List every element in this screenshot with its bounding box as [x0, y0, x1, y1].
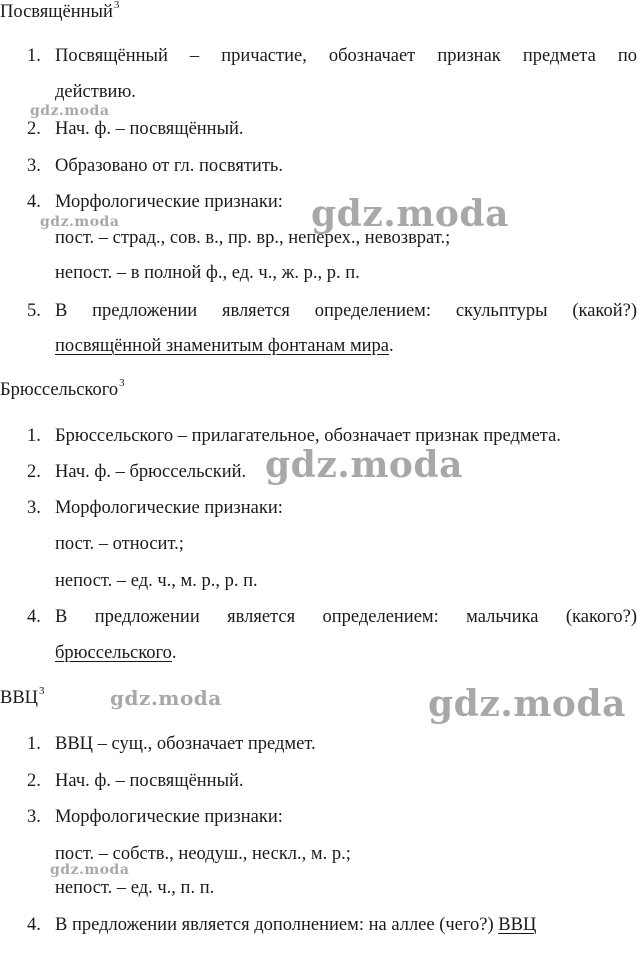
watermark: gdz.moda — [311, 193, 509, 235]
section-title: ВВЦ$^3$ — [0, 685, 45, 708]
item-number: 3. — [27, 156, 41, 176]
item-number: 3. — [27, 498, 41, 518]
item-number: 3. — [27, 807, 41, 827]
item-text: Брюссельского – прилагательное, обозначает признак предмета. — [55, 426, 561, 446]
underlined-word: ВВЦ — [498, 915, 537, 935]
item-text-continued: действию. — [55, 82, 136, 102]
item-number: 1. — [27, 734, 41, 754]
item-number: 2. — [27, 462, 41, 482]
watermark: gdz.moda — [428, 683, 626, 725]
item-number: 4. — [27, 607, 41, 627]
constant-features: пост. – относит.; — [55, 534, 184, 554]
variable-features: непост. – ед. ч., п. п. — [55, 878, 215, 898]
sentence-fragment: посвящённой знаменитым фонтанам мира. — [55, 336, 394, 356]
section-title: Посвящённый$^3$ — [0, 0, 120, 22]
item-number: 1. — [27, 46, 41, 66]
item-text: ВВЦ – сущ., обозначает предмет. — [55, 734, 316, 754]
item-text: В предложении является определением: скульптуры (какой?) — [55, 301, 637, 321]
footnote-mark: 3 — [39, 685, 45, 697]
item-number: 1. — [27, 426, 41, 446]
variable-features: непост. – ед. ч., м. р., р. п. — [55, 571, 258, 591]
item-text: Морфологические признаки: — [55, 192, 283, 212]
item-text: В предложении является определением: мальчика (какого?) — [55, 607, 637, 627]
item-text: Образовано от гл. посвятить. — [55, 156, 283, 176]
section-title: Брюссельского$^3$ — [0, 377, 125, 400]
item-text: Морфологические признаки: — [55, 498, 283, 518]
variable-features: непост. – в полной ф., ед. ч., ж. р., р. п. — [55, 263, 360, 283]
constant-features: пост. – страд., сов. в., пр. вр., неперех., невозврат.; — [55, 228, 451, 248]
underlined-phrase: посвящённой знаменитым фонтанам мира — [55, 336, 390, 356]
item-text: Нач. ф. – брюссельский. — [55, 462, 247, 482]
item-number: 2. — [27, 119, 41, 139]
item-number: 4. — [27, 915, 41, 935]
underlined-word: брюссельского — [55, 643, 172, 663]
item-number: 4. — [27, 192, 41, 212]
item-text: Посвящённый – причастие, обозначает признак предмета по — [55, 46, 637, 66]
item-number: 5. — [27, 301, 41, 321]
item-text: Нач. ф. – посвящённый. — [55, 119, 244, 139]
watermark: gdz.moda — [110, 686, 222, 710]
item-text: Нач. ф. – посвящённый. — [55, 771, 244, 791]
constant-features: пост. – собств., неодуш., нескл., м. р.; — [55, 844, 351, 864]
footnote-mark: 3 — [113, 0, 120, 11]
watermark: gdz.moda — [40, 214, 120, 230]
item-text: В предложении является дополнением: на аллее (чего?) ВВЦ — [55, 915, 537, 935]
watermark: gdz.moda — [50, 862, 130, 878]
watermark: gdz.moda — [265, 444, 463, 486]
item-number: 2. — [27, 771, 41, 791]
watermark: gdz.moda — [30, 103, 110, 119]
item-text: Морфологические признаки: — [55, 807, 283, 827]
footnote-mark: 3 — [119, 377, 125, 389]
sentence-fragment: брюссельского. — [55, 643, 177, 663]
